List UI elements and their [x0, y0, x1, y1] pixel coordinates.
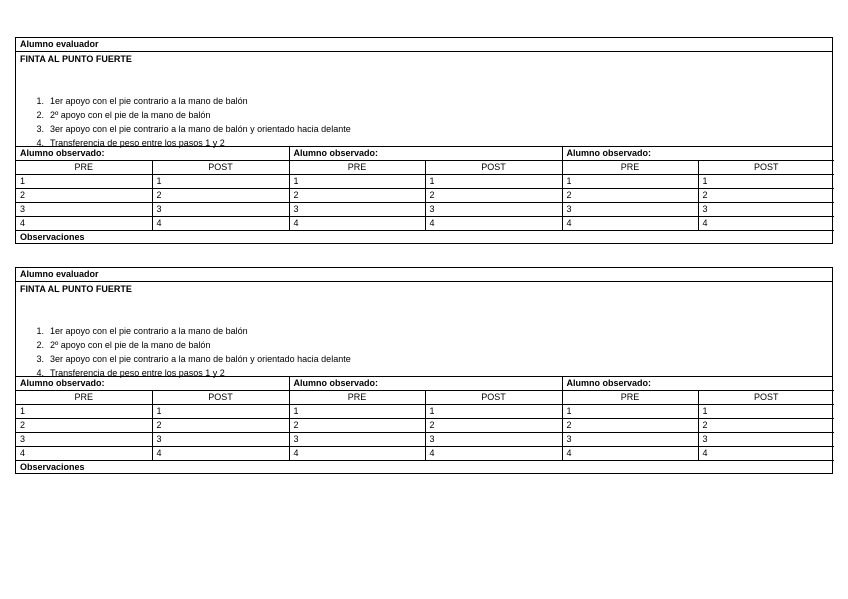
post-cell[interactable]: 1: [425, 175, 562, 189]
pre-cell[interactable]: 4: [16, 217, 152, 231]
post-cell[interactable]: 1: [698, 405, 834, 419]
criteria-number: 1.: [36, 96, 44, 106]
pre-header: PRE: [289, 391, 425, 405]
criteria-text: 3er apoyo con el pie contrario a la mano de balón y orientado hacia delante: [50, 354, 351, 364]
pre-cell[interactable]: 4: [289, 217, 425, 231]
table-row: [16, 433, 834, 447]
pre-cell[interactable]: 4: [16, 447, 152, 461]
table-row: [16, 189, 834, 203]
criteria-text: 1er apoyo con el pie contrario a la mano de balón: [50, 96, 248, 106]
pre-cell[interactable]: 1: [289, 175, 425, 189]
post-cell[interactable]: 4: [152, 217, 289, 231]
post-header: POST: [152, 161, 289, 175]
pre-cell[interactable]: 1: [562, 175, 698, 189]
pre-cell[interactable]: 1: [289, 405, 425, 419]
criteria-item: [16, 352, 351, 366]
post-header: POST: [698, 391, 834, 405]
pre-header: PRE: [289, 161, 425, 175]
pre-header: PRE: [562, 161, 698, 175]
pre-cell[interactable]: 4: [562, 447, 698, 461]
pre-cell[interactable]: 3: [289, 203, 425, 217]
pre-header: PRE: [16, 161, 152, 175]
observed-label-1[interactable]: Alumno observado:: [16, 377, 289, 391]
pre-cell[interactable]: 3: [562, 203, 698, 217]
criteria-block: [16, 282, 832, 377]
criteria-text: 3er apoyo con el pie contrario a la mano de balón y orientado hacia delante: [50, 124, 351, 134]
criteria-item: [16, 136, 351, 150]
criteria-number: 2.: [36, 340, 44, 350]
post-cell[interactable]: 1: [152, 175, 289, 189]
criteria-number: 3.: [36, 354, 44, 364]
criteria-text: Transferencia de peso entre los pasos 1 y 2: [50, 368, 225, 378]
pre-header: PRE: [562, 391, 698, 405]
post-cell[interactable]: 4: [698, 447, 834, 461]
criteria-list: [16, 324, 351, 380]
post-header: POST: [698, 161, 834, 175]
pre-post-header-row: [16, 161, 834, 175]
post-header: POST: [425, 161, 562, 175]
table-row: [16, 203, 834, 217]
pre-cell[interactable]: 3: [16, 203, 152, 217]
post-cell[interactable]: 3: [698, 203, 834, 217]
criteria-number: 4.: [36, 138, 44, 148]
pre-cell[interactable]: 2: [562, 419, 698, 433]
criteria-number: 2.: [36, 110, 44, 120]
form-title: FINTA AL PUNTO FUERTE: [20, 284, 132, 294]
criteria-number: 3.: [36, 124, 44, 134]
post-cell[interactable]: 4: [152, 447, 289, 461]
post-cell[interactable]: 2: [698, 419, 834, 433]
criteria-block: [16, 52, 832, 147]
post-header: POST: [425, 391, 562, 405]
post-cell[interactable]: 2: [425, 189, 562, 203]
evaluator-label: Alumno evaluador: [16, 38, 832, 52]
table-row: [16, 447, 834, 461]
evaluation-form-1: [15, 37, 833, 244]
criteria-text: 2º apoyo con el pie de la mano de balón: [50, 110, 211, 120]
criteria-item: [16, 94, 351, 108]
table-row: [16, 217, 834, 231]
observation-table: [16, 377, 834, 461]
post-cell[interactable]: 3: [425, 433, 562, 447]
pre-cell[interactable]: 3: [562, 433, 698, 447]
post-cell[interactable]: 2: [152, 189, 289, 203]
post-cell[interactable]: 2: [698, 189, 834, 203]
criteria-list: [16, 94, 351, 150]
observed-label-3[interactable]: Alumno observado:: [562, 147, 834, 161]
post-cell[interactable]: 4: [425, 447, 562, 461]
post-cell[interactable]: 3: [698, 433, 834, 447]
pre-cell[interactable]: 2: [289, 189, 425, 203]
evaluation-form-2: [15, 267, 833, 474]
post-cell[interactable]: 3: [152, 433, 289, 447]
pre-cell[interactable]: 4: [289, 447, 425, 461]
criteria-text: 2º apoyo con el pie de la mano de balón: [50, 340, 211, 350]
pre-cell[interactable]: 1: [16, 405, 152, 419]
pre-cell[interactable]: 2: [562, 189, 698, 203]
criteria-number: 1.: [36, 326, 44, 336]
post-cell[interactable]: 2: [152, 419, 289, 433]
post-cell[interactable]: 1: [698, 175, 834, 189]
post-header: POST: [152, 391, 289, 405]
observed-label-2[interactable]: Alumno observado:: [289, 147, 562, 161]
pre-cell[interactable]: 2: [16, 419, 152, 433]
observation-table: [16, 147, 834, 231]
pre-cell[interactable]: 4: [562, 217, 698, 231]
post-cell[interactable]: 2: [425, 419, 562, 433]
criteria-item: [16, 324, 351, 338]
criteria-number: 4.: [36, 368, 44, 378]
observed-label-3[interactable]: Alumno observado:: [562, 377, 834, 391]
post-cell[interactable]: 3: [152, 203, 289, 217]
pre-cell[interactable]: 3: [289, 433, 425, 447]
post-cell[interactable]: 4: [698, 217, 834, 231]
observations-label[interactable]: Observaciones: [20, 462, 85, 472]
pre-cell[interactable]: 1: [16, 175, 152, 189]
evaluator-label: Alumno evaluador: [16, 268, 832, 282]
criteria-item: [16, 108, 351, 122]
observed-label-2[interactable]: Alumno observado:: [289, 377, 562, 391]
pre-cell[interactable]: 3: [16, 433, 152, 447]
criteria-item: [16, 366, 351, 380]
criteria-text: Transferencia de peso entre los pasos 1 y 2: [50, 138, 225, 148]
observations-label[interactable]: Observaciones: [20, 232, 85, 242]
pre-post-header-row: [16, 391, 834, 405]
observed-label-1[interactable]: Alumno observado:: [16, 147, 289, 161]
post-cell[interactable]: 3: [425, 203, 562, 217]
post-cell[interactable]: 1: [425, 405, 562, 419]
pre-cell[interactable]: 2: [289, 419, 425, 433]
table-row: [16, 419, 834, 433]
post-cell[interactable]: 4: [425, 217, 562, 231]
criteria-item: [16, 338, 351, 352]
pre-cell[interactable]: 1: [562, 405, 698, 419]
table-row: [16, 175, 834, 189]
pre-header: PRE: [16, 391, 152, 405]
post-cell[interactable]: 1: [152, 405, 289, 419]
pre-cell[interactable]: 2: [16, 189, 152, 203]
table-row: [16, 405, 834, 419]
criteria-item: [16, 122, 351, 136]
criteria-text: 1er apoyo con el pie contrario a la mano de balón: [50, 326, 248, 336]
form-title: FINTA AL PUNTO FUERTE: [20, 54, 132, 64]
